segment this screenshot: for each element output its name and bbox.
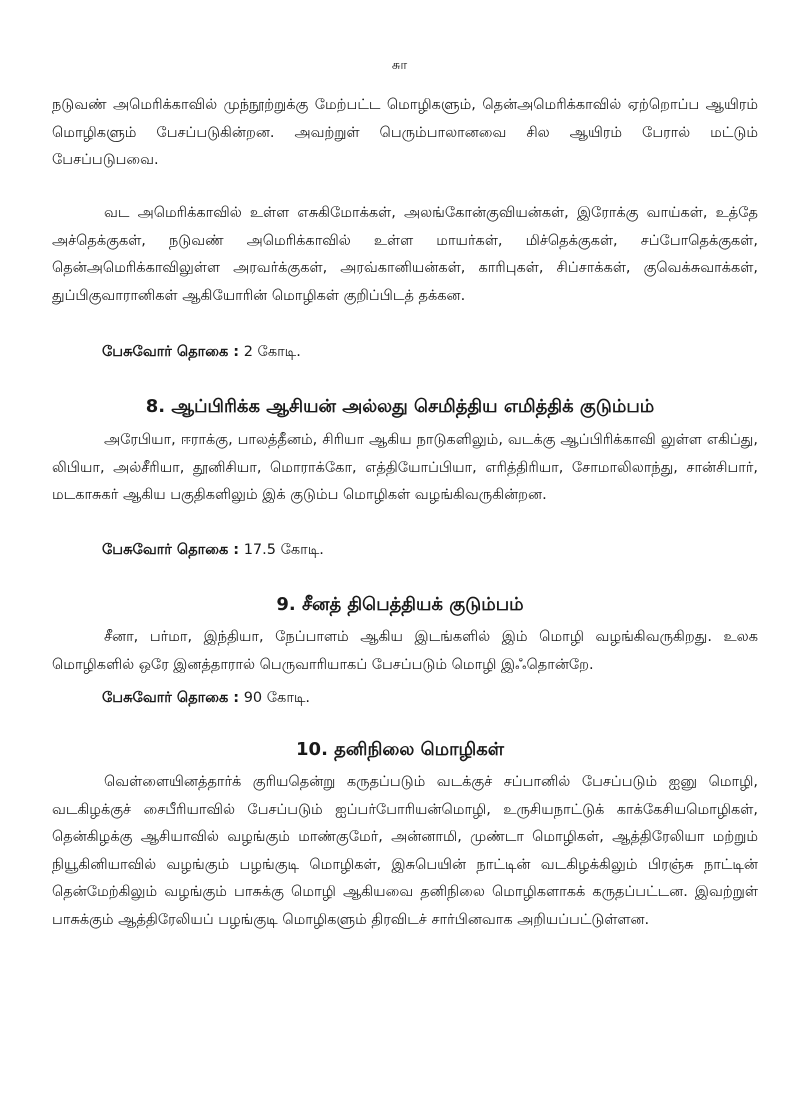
section-8-speaker-count	[102, 538, 324, 562]
section-9-speaker-count	[102, 686, 310, 710]
speaker-count-label: பேசுவோர் தொகை :	[102, 344, 240, 360]
speaker-count-value: 90 கோடி.	[243, 690, 311, 706]
speaker-count-label: பேசுவோர் தொகை :	[102, 542, 240, 558]
section-8-heading: 8. ஆப்பிரிக்க ஆசியன் அல்லது செமித்திய எமித்திக் குடும்பம்	[145, 396, 655, 417]
speaker-count-value: 2 கோடி.	[243, 344, 301, 360]
section-9-paragraph: சீனா, பர்மா, இந்தியா, நேப்பாளம் ஆகிய இடங்களில் இம் மொழி வழங்கிவருகிறது. உலக மொழிகளில் ஒரே இனத்தாரால் பெருவாரியாகப் பேசப்படும் மொழி இஃதொன்றே.	[52, 629, 758, 673]
section-10-paragraph: வெள்ளையினத்தார்க் குரியதென்று கருதப்படும் வடக்குச் சப்பானில் பேசப்படும் ஐனு மொழி, வடகிழக்குச் சைபீரியாவில் பேசப்படும் ஐப்பர்போரியன்மொழி, உருசியநாட்டுக் காக்கேசியமொழிகள், தென்கிழக்கு ஆசியாவில் வழங்கும் மாண்குமேர், அன்னாமி, முண்டா மொழிகள், ஆத்திரேலியா மற்றும் நியூகினியாவில் வழங்கும் பழங்குடி மொழிகள், இசுபெயின் நாட்டின் வடகிழக்கிலும் பிரஞ்சு நாட்டின் தென்மேற்கிலும் வழங்கும் பாசுக்கு மொழி ஆகியவை தனிநிலை மொழிகளாகக் கருதப்பட்டன. இவற்றுள் பாசுக்கும் ஆத்திரேலியப் பழங்குடி மொழிகளும் திரவிடச் சார்பினவாக அறியப்பட்டுள்ளன.	[52, 774, 758, 928]
section-8-paragraph: அரேபியா, ஈராக்கு, பாலத்தீனம், சிரியா ஆகிய நாடுகளிலும், வடக்கு ஆப்பிரிக்காவி லுள்ள எகிப்து, லிபியா, அல்சீரியா, தூனிசியா, மொராக்கோ, எத்தியோப்பியா, எரித்திரியா, சோமாலிலாந்து, சான்சிபார், மடகாசுகர் ஆகிய பகுதிகளிலும் இக் குடும்ப மொழிகள் வழங்கிவருகின்றன.	[52, 432, 758, 504]
americas-speaker-count	[102, 340, 301, 364]
section-9-heading: 9. சீனத் திபெத்தியக் குடும்பம்	[276, 594, 524, 615]
section-10-heading: 10. தனிநிலை மொழிகள்	[296, 739, 504, 760]
page-number: சுா	[391, 58, 409, 73]
intro-paragraph: நடுவண் அமெரிக்காவில் முந்நூற்றுக்கு மேற்பட்ட மொழிகளும், தென்அமெரிக்காவில் ஏற்றொப்ப ஆயிரம் மொழிகளும் பேசப்படுகின்றன. அவற்றுள் பெரும்பாலானவை சில ஆயிரம் பேரால் மட்டும் பேசப்படுபவை.	[52, 97, 758, 169]
speaker-count-label: பேசுவோர் தொகை :	[102, 690, 240, 706]
speaker-count-value: 17.5 கோடி.	[243, 542, 324, 558]
americas-paragraph: வட அமெரிக்காவில் உள்ள எசுகிமோக்கள், அலங்கோன்குவியன்கள், இரோக்கு வாய்கள், உத்தே அச்தெக்குகள், நடுவண் அமெரிக்காவில் உள்ள மாயர்கள், மிச்தெக்குகள், சப்போதெக்குகள், தென்அமெரிக்காவிலுள்ள அரவர்க்குகள், அரவ்கானியன்கள், காரிபுகள், சிப்சாக்கள், குவெக்சுவாக்கள், துப்பிகுவாரானிகள் ஆகியோரின் மொழிகள் குறிப்பிடத் தக்கன.	[52, 205, 758, 304]
